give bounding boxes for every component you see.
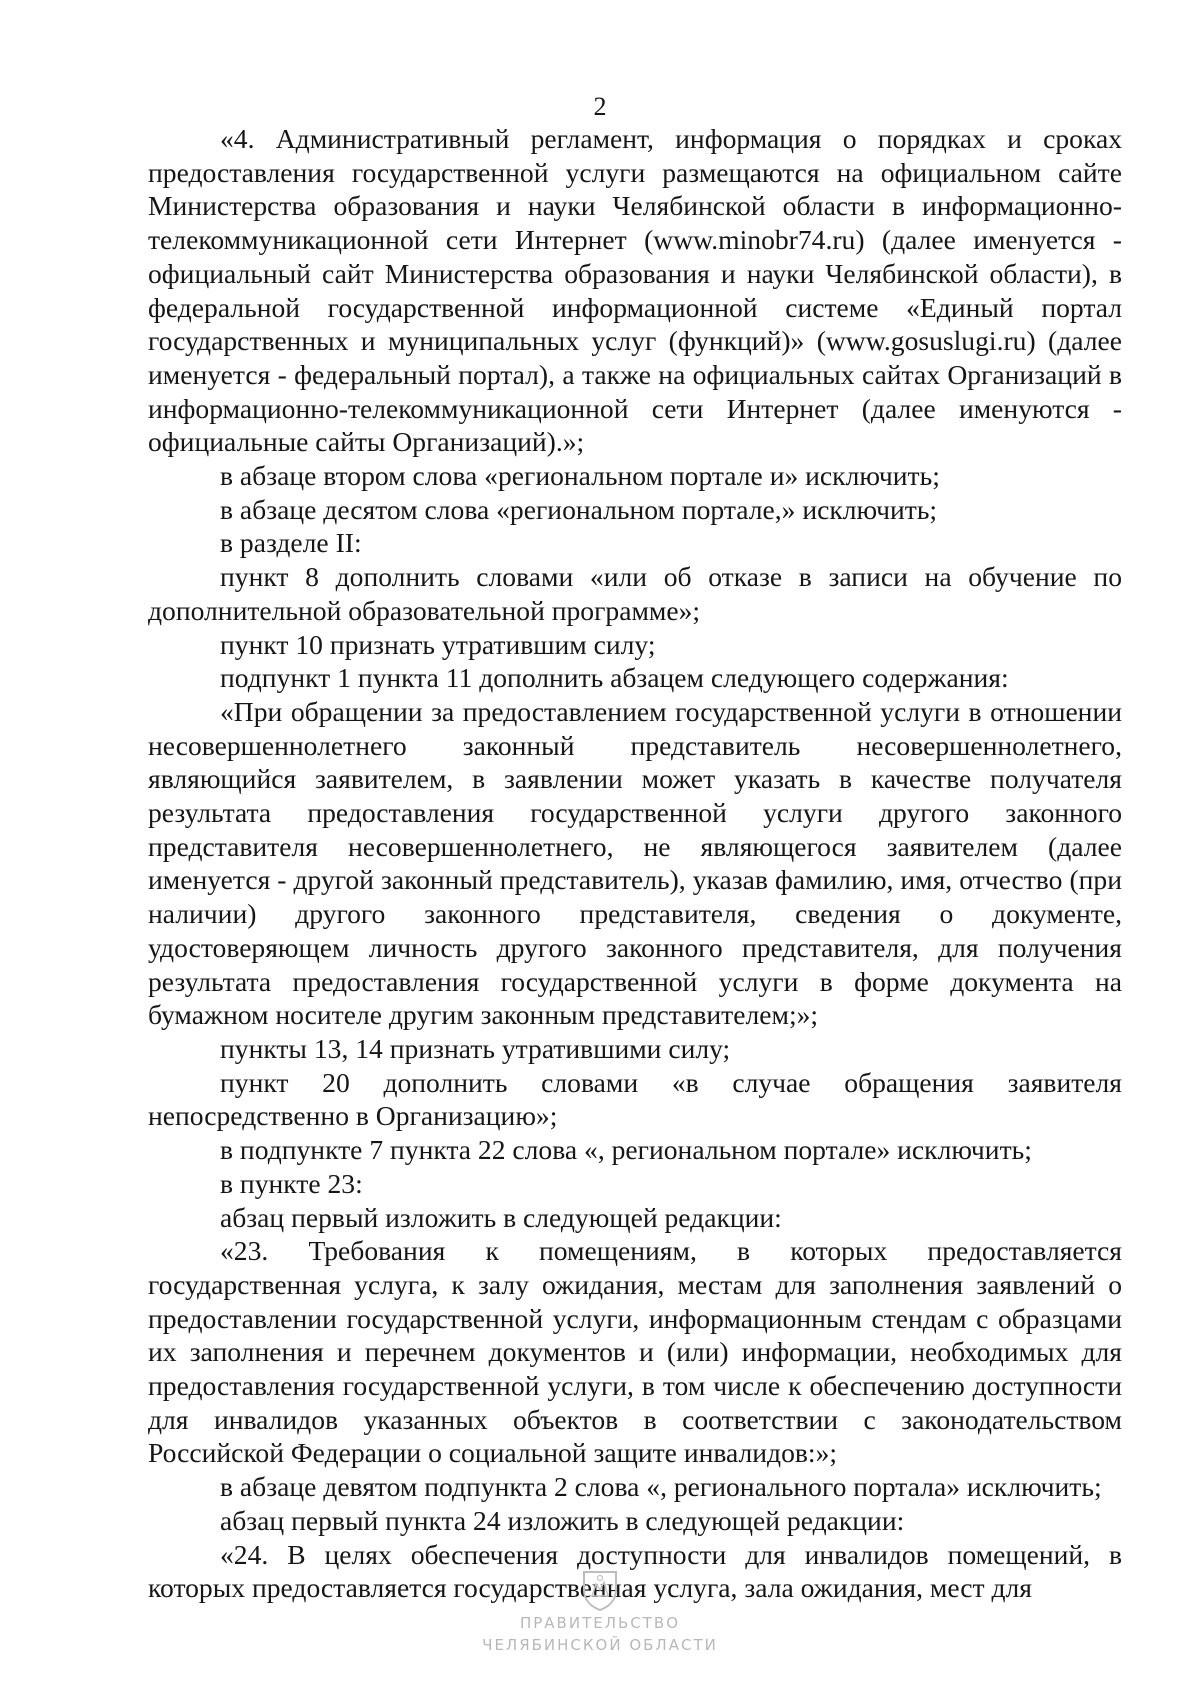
paragraph: «24. В целях обеспечения доступности для инвалидов помещений, в которых предоставляется государственная услуга, зала ожидания, мест для	[148, 1538, 1122, 1604]
paragraph: абзац первый пункта 24 изложить в следующей редакции:	[220, 1504, 905, 1536]
paragraph: абзац первый изложить в следующей редакции:	[220, 1201, 782, 1233]
paragraph: в разделе II:	[220, 527, 362, 559]
page-number: 2	[593, 92, 607, 121]
government-watermark	[0, 1568, 1200, 1656]
paragraph: «4. Административный регламент, информация о порядках и сроках предоставления государственной услуги размещаются на официальном сайте Министерства образования и науки Челябинской области в информационно-телекоммуникационной сети Интернет (www.minobr74.ru) (далее именуется - официальный сайт Министерства образования и науки Челябинской области), в федеральной государственной информационной системе «Единый портал государственных и муниципальных услуг (функций)» (www.gosuslugi.ru) (далее именуется - федеральный портал), а также на официальных сайтах Организаций в информационно-телекоммуникационной сети Интернет (далее именуются - официальные сайты Организаций).»;	[148, 123, 1122, 458]
coat-of-arms-icon	[580, 1568, 620, 1612]
paragraph: пункт 10 признать утратившим силу;	[220, 628, 656, 660]
paragraph: «При обращении за предоставлением государственной услуги в отношении несовершеннолетнего законный представитель несовершеннолетнего, являющийся заявителем, в заявлении может указать в качестве получателя результата предоставления государственной услуги другого законного представителя несовершеннолетнего, не являющегося заявителем (далее именуется - другой законный представитель), указав фамилию, имя, отчество (при наличии) другого законного представителя, сведения о документе, удостоверяющем личность другого законного представителя, для получения результата предоставления государственной услуги в форме документа на бумажном носителе другим законным представителем;»;	[148, 695, 1122, 1031]
watermark-line-2: ЧЕЛЯБИНСКОЙ ОБЛАСТИ	[482, 1636, 718, 1654]
paragraph: пункты 13, 14 признать утратившими силу;	[220, 1032, 731, 1064]
paragraph: в пункте 23:	[220, 1167, 363, 1199]
paragraph: пункт 8 дополнить словами «или об отказе в записи на обучение по дополнительной образовательной программе»;	[148, 561, 1122, 626]
paragraph: подпункт 1 пункта 11 дополнить абзацем следующего содержания:	[220, 662, 1009, 694]
paragraph: в абзаце втором слова «региональном портале и» исключить;	[220, 460, 940, 492]
paragraph: пункт 20 дополнить словами «в случае обращения заявителя непосредственно в Организацию»;	[148, 1066, 1122, 1132]
paragraph: «23. Требования к помещениям, в которых предоставляется государственная услуга, к залу ожидания, местам для заполнения заявлений о предоставлении государственной услуги, информационным стендам с образцами их заполнения и перечнем документов и (или) информации, необходимых для предоставления государственной услуги, в том числе к обеспечению доступности для инвалидов указанных объектов в соответствии с законодательством Российской Федерации о социальной защите инвалидов:»;	[148, 1235, 1122, 1469]
document-body	[148, 122, 1122, 1605]
paragraph: в абзаце девятом подпункта 2 слова «, регионального портала» исключить;	[220, 1471, 1102, 1503]
paragraph: в подпункте 7 пункта 22 слова «, региональном портале» исключить;	[220, 1134, 1032, 1166]
paragraph: в абзаце десятом слова «региональном портале,» исключить;	[220, 493, 938, 525]
watermark-line-1: ПРАВИТЕЛЬСТВО	[519, 1614, 681, 1632]
